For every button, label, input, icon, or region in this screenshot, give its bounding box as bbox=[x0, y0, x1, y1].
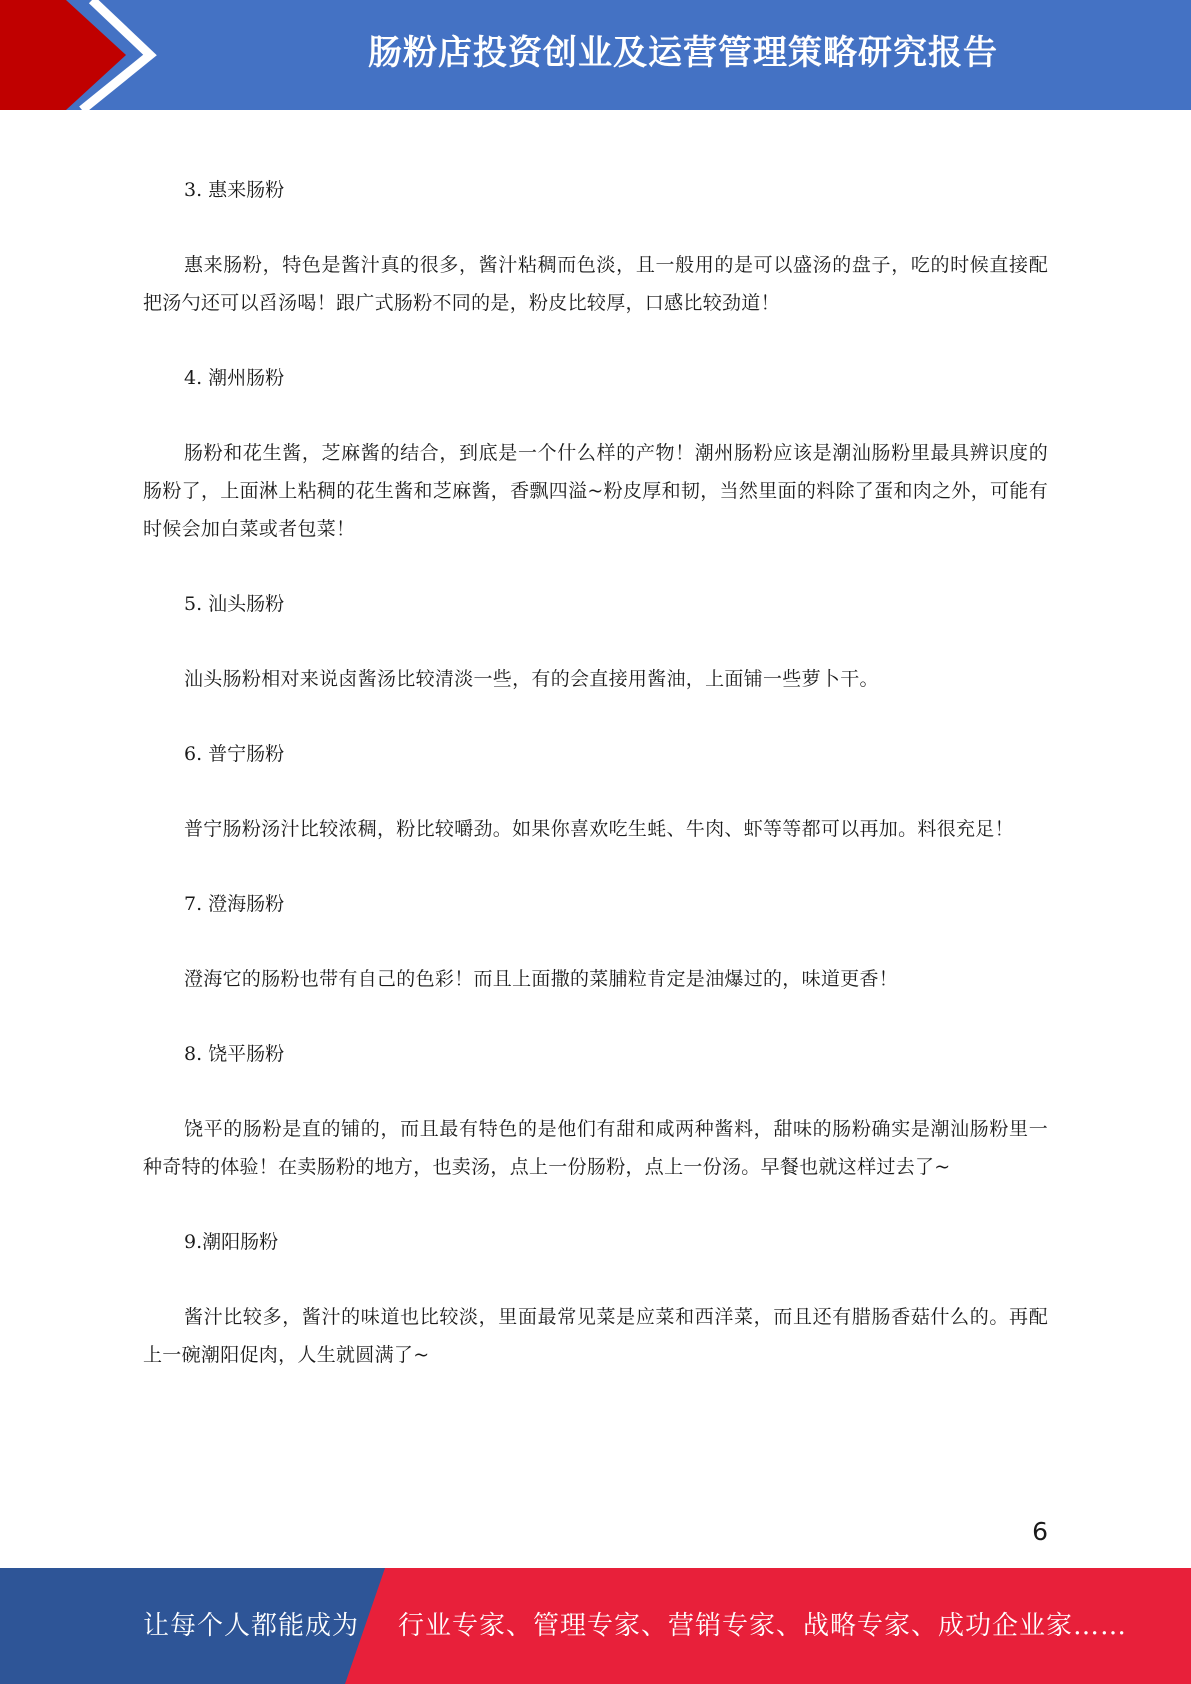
header-band bbox=[0, 0, 1191, 110]
footer-band bbox=[0, 1568, 1191, 1684]
section-heading-3: 3. 惠来肠粉 bbox=[184, 179, 285, 201]
footer-slogan: 让每个人都能成为 bbox=[143, 1611, 360, 1641]
section-paragraph-3: 惠来肠粉，特色是酱汁真的很多，酱汁粘稠而色淡，且一般用的是可以盛汤的盘子，吃的时候直接配把汤勺还可以舀汤喝！跟广式肠粉不同的是，粉皮比较厚，口感比较劲道！ bbox=[143, 254, 1048, 314]
header-arrow-icon bbox=[0, 0, 160, 110]
section-paragraph-7: 澄海它的肠粉也带有自己的色彩！而且上面撒的菜脯粒肯定是油爆过的，味道更香！ bbox=[184, 968, 899, 990]
section-paragraph-6: 普宁肠粉汤汁比较浓稠，粉比较嚼劲。如果你喜欢吃生蚝、牛肉、虾等等都可以再加。料很充足！ bbox=[184, 818, 1014, 840]
section-heading-7: 7. 澄海肠粉 bbox=[184, 893, 285, 915]
section-paragraph-9: 酱汁比较多，酱汁的味道也比较淡，里面最常见菜是应菜和西洋菜，而且还有腊肠香菇什么的。再配上一碗潮阳促肉，人生就圆满了~ bbox=[143, 1306, 1048, 1366]
main-content bbox=[143, 170, 1048, 1374]
section-heading-6: 6. 普宁肠粉 bbox=[184, 743, 285, 765]
section-paragraph-5: 汕头肠粉相对来说卤酱汤比较清淡一些，有的会直接用酱油，上面铺一些萝卜干。 bbox=[184, 668, 879, 690]
section-paragraph-4: 肠粉和花生酱，芝麻酱的结合，到底是一个什么样的产物！潮州肠粉应该是潮汕肠粉里最具辨识度的肠粉了，上面淋上粘稠的花生酱和芝麻酱，香飘四溢~粉皮厚和韧，当然里面的料除了蛋和肉之外，可能有时候会加白菜或者包菜！ bbox=[143, 442, 1048, 540]
section-heading-4: 4. 潮州肠粉 bbox=[184, 367, 285, 389]
section-heading-8: 8. 饶平肠粉 bbox=[184, 1043, 285, 1065]
page-number: 6 bbox=[1032, 1517, 1048, 1546]
section-heading-5: 5. 汕头肠粉 bbox=[184, 593, 285, 615]
section-paragraph-8: 饶平的肠粉是直的铺的，而且最有特色的是他们有甜和咸两种酱料，甜味的肠粉确实是潮汕肠粉里一种奇特的体验！在卖肠粉的地方，也卖汤，点上一份肠粉，点上一份汤。早餐也就这样过去了~ bbox=[143, 1118, 1048, 1178]
section-heading-9: 9.潮阳肠粉 bbox=[184, 1231, 279, 1253]
footer-tagline: 行业专家、管理专家、营销专家、战略专家、成功企业家…… bbox=[398, 1611, 1128, 1641]
report-title: 肠粉店投资创业及运营管理策略研究报告 bbox=[368, 33, 998, 73]
